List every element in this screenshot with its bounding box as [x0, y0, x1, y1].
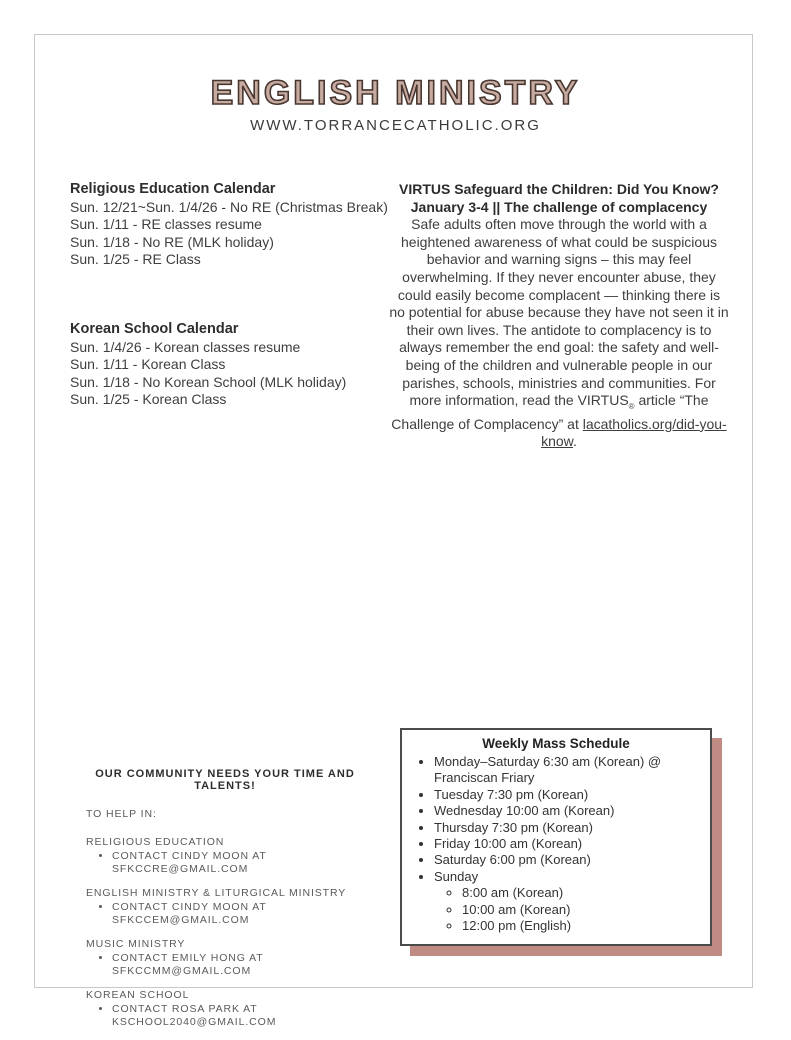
website-url: WWW.TORRANCECATHOLIC.ORG: [250, 117, 541, 134]
virtus-body: [389, 216, 729, 451]
ministry-contact-list: [86, 1003, 364, 1029]
korean-calendar-entries: [70, 339, 400, 409]
ministry-contact: • CONTACT CINDY MOON AT SFKCCRE@GMAIL.COM: [112, 850, 364, 876]
virtus-heading-line1: VIRTUS Safeguard the Children: Did You Know?: [399, 181, 719, 197]
mass-schedule-heading: Weekly Mass Schedule: [482, 736, 630, 751]
korean-calendar-heading: Korean School Calendar: [70, 321, 239, 337]
mass-schedule-item: • Monday–Saturday 6:30 am (Korean) @ Franciscan Friary: [434, 754, 700, 787]
virtus-heading-line2: January 3-4 || The challenge of complacency: [410, 198, 708, 215]
sunday-mass-item: ◦ 12:00 pm (English): [462, 918, 700, 934]
mass-schedule-item: • Saturday 6:00 pm (Korean): [434, 852, 700, 868]
religious-education-calendar: [70, 181, 400, 269]
virtus-body-text: article “The Challenge of Complacency” at: [391, 392, 709, 432]
ministry-label: KOREAN SCHOOL: [86, 989, 190, 1001]
mass-schedule-item: • Wednesday 10:00 am (Korean): [434, 803, 700, 819]
lacatholics-link[interactable]: lacatholics.org/did-you-know: [541, 415, 727, 450]
ministry-contact-list: [86, 901, 364, 927]
volunteer-block: [86, 768, 364, 1040]
header: [0, 76, 791, 134]
virtus-body-text: Safe adults often move through the world with a heightened awareness of what could be suspicious behavior and warning signs – this may feel overwhelming. If they never encounter abuse, they could easily become complacent — thinking there is no potential for abuse because they have not seen it in their own lives. The antidote to complacency is to always remember the end goal: the safety and well-being of the children and vulnerable people in our parishes, schools, ministries and communities. For more information, read the VIRTUS: [389, 216, 729, 409]
volunteer-subheading: TO HELP IN:: [86, 808, 157, 820]
page-title: ENGLISH MINISTRY: [210, 74, 581, 112]
ministry-label: MUSIC MINISTRY: [86, 938, 186, 950]
registered-trademark-symbol: ®: [628, 401, 635, 411]
ministry-contact: • CONTACT ROSA PARK AT KSCHOOL2040@GMAIL.COM: [112, 1003, 364, 1029]
volunteer-sections: [86, 836, 364, 1029]
ministry-label: ENGLISH MINISTRY & LITURGICAL MINISTRY: [86, 887, 347, 899]
virtus-article: [389, 181, 729, 451]
re-calendar-heading: Religious Education Calendar: [70, 181, 276, 197]
volunteer-section: [86, 836, 364, 876]
sunday-mass-item: ◦ 10:00 am (Korean): [462, 902, 700, 918]
calendar-entry: Sun. 12/21~Sun. 1/4/26 - No RE (Christmas Break): [70, 198, 388, 215]
mass-schedule-list: [412, 754, 700, 885]
volunteer-heading: OUR COMMUNITY NEEDS YOUR TIME AND TALENTS!: [95, 768, 355, 792]
mass-schedule-item: • Tuesday 7:30 pm (Korean): [434, 787, 700, 803]
volunteer-section: [86, 887, 364, 927]
ministry-label: RELIGIOUS EDUCATION: [86, 836, 225, 848]
calendar-entry: Sun. 1/4/26 - Korean classes resume: [70, 338, 301, 355]
volunteer-section: [86, 938, 364, 978]
weekly-mass-schedule-box: [400, 728, 712, 946]
ministry-contact-list: [86, 850, 364, 876]
sunday-mass-sublist: [412, 885, 700, 934]
calendar-entry: Sun. 1/25 - Korean Class: [70, 391, 227, 408]
ministry-contact: • CONTACT CINDY MOON AT SFKCCEM@GMAIL.COM: [112, 901, 364, 927]
korean-school-calendar: [70, 321, 400, 409]
calendar-entry: Sun. 1/25 - RE Class: [70, 251, 201, 268]
mass-schedule-item: • Thursday 7:30 pm (Korean): [434, 820, 700, 836]
volunteer-section: [86, 989, 364, 1029]
calendar-entry: Sun. 1/18 - No Korean School (MLK holiday): [70, 373, 347, 390]
calendar-entry: Sun. 1/18 - No RE (MLK holiday): [70, 233, 274, 250]
re-calendar-entries: [70, 199, 400, 269]
mass-schedule-item: • Sunday: [434, 869, 700, 885]
ministry-contact: • CONTACT EMILY HONG AT SFKCCMM@GMAIL.COM: [112, 952, 364, 978]
calendar-entry: Sun. 1/11 - Korean Class: [70, 356, 226, 373]
sunday-mass-item: ◦ 8:00 am (Korean): [462, 885, 700, 901]
ministry-contact-list: [86, 952, 364, 978]
mass-schedule-item: • Friday 10:00 am (Korean): [434, 836, 700, 852]
virtus-body-text: .: [573, 433, 577, 450]
calendar-entry: Sun. 1/11 - RE classes resume: [70, 216, 262, 233]
